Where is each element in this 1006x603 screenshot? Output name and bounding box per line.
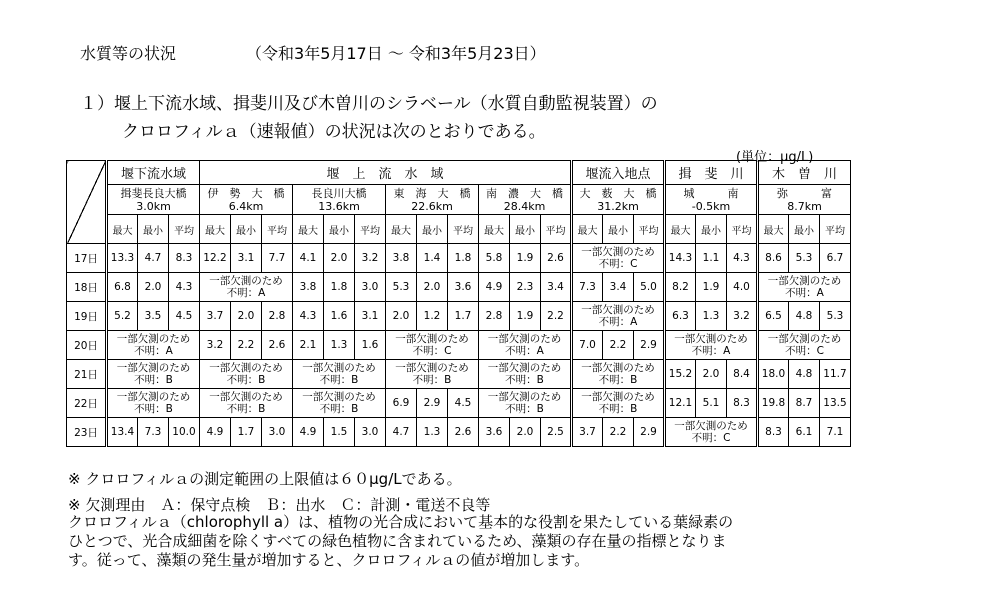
report-heading: [80, 41, 546, 64]
missing-line: 一部欠測のため: [116, 333, 191, 345]
missing-data-cell: [479, 389, 572, 418]
value-min: 1.1: [696, 244, 727, 273]
missing-line: 一部欠測のため: [487, 333, 562, 345]
missing-data-cell: [107, 360, 200, 389]
value-avg: 10.0: [169, 418, 200, 447]
value-min: 7.3: [138, 418, 169, 447]
value-avg: 7.1: [820, 418, 851, 447]
value-max: 6.3: [665, 302, 696, 331]
missing-line: 一部欠測のため: [116, 362, 191, 374]
station-distance: 13.6km: [318, 199, 360, 213]
value-max: 19.8: [758, 389, 789, 418]
description-line-1: クロロフィルａ（chlorophyll a）は、植物の光合成において基本的な役割を果たしている葉緑素の: [68, 513, 734, 531]
value-avg: 2.5: [541, 418, 572, 447]
day-label: 22日: [67, 389, 107, 418]
value-min: 3.1: [231, 244, 262, 273]
missing-reason: 不明：C: [691, 432, 731, 444]
station-distance: 31.2km: [597, 199, 639, 213]
station-name: 弥 富: [777, 186, 832, 200]
missing-reason: 不明：A: [134, 345, 173, 357]
note-upper-limit: ※ クロロフィルａの測定範囲の上限値は６０μg/Lである。: [68, 470, 462, 488]
table-row: [67, 244, 851, 273]
note-missing-reasons: ※ 欠測理由 Ａ：保守点検 Ｂ：出水 Ｃ：計測・電送不良等: [68, 496, 491, 514]
day-label: 21日: [67, 360, 107, 389]
value-max: 5.8: [479, 244, 510, 273]
stat-header-min: 最小: [417, 215, 448, 244]
missing-data-cell: [479, 360, 572, 389]
value-avg: 1.7: [448, 302, 479, 331]
value-min: 4.8: [789, 302, 820, 331]
value-avg: 7.7: [262, 244, 293, 273]
missing-line: 一部欠測のため: [116, 391, 191, 403]
stat-header-max: 最大: [386, 215, 417, 244]
value-avg: 2.6: [541, 244, 572, 273]
stat-header-avg: 平均: [541, 215, 572, 244]
missing-data-cell: [107, 389, 200, 418]
value-max: 5.3: [386, 273, 417, 302]
value-avg: 3.2: [727, 302, 758, 331]
value-min: 3.5: [138, 302, 169, 331]
missing-reason: 不明：B: [134, 403, 173, 415]
value-min: 2.2: [231, 331, 262, 360]
stat-header-max: 最大: [572, 215, 603, 244]
station-name: 長良川大橋: [311, 186, 367, 200]
missing-reason: 不明：A: [691, 345, 731, 357]
missing-data-cell: [107, 331, 200, 360]
corner-diagonal-cell: [67, 161, 107, 244]
value-avg: 8.3: [727, 389, 758, 418]
missing-reason: 不明：A: [598, 316, 638, 328]
stat-header-max: 最大: [107, 215, 138, 244]
table-row: [67, 418, 851, 447]
value-avg: 4.3: [169, 273, 200, 302]
missing-line: 一部欠測のため: [767, 275, 842, 287]
value-min: 2.0: [510, 418, 541, 447]
missing-line: 一部欠測のため: [395, 333, 469, 345]
value-min: 4.8: [789, 360, 820, 389]
value-avg: 2.6: [262, 331, 293, 360]
missing-line: 一部欠測のため: [209, 391, 283, 403]
missing-reason: 不明：B: [226, 374, 266, 386]
missing-reason: 不明：B: [319, 374, 359, 386]
stat-header-avg: 平均: [262, 215, 293, 244]
value-min: 1.9: [510, 244, 541, 273]
missing-reason: 不明：B: [226, 403, 266, 415]
value-avg: 5.3: [820, 302, 851, 331]
value-max: 4.9: [200, 418, 231, 447]
missing-reason: 不明：B: [505, 374, 544, 386]
missing-data-cell: [665, 331, 758, 360]
missing-reason: 不明：B: [598, 374, 638, 386]
value-avg: 4.5: [169, 302, 200, 331]
missing-reason: 不明：B: [412, 374, 452, 386]
station-distance: 22.6km: [411, 199, 453, 213]
value-max: 8.2: [665, 273, 696, 302]
value-max: 12.2: [200, 244, 231, 273]
value-min: 1.7: [231, 418, 262, 447]
value-avg: 4.0: [727, 273, 758, 302]
missing-line: 一部欠測のため: [395, 362, 469, 374]
stat-header-max: 最大: [200, 215, 231, 244]
station-distance: 3.0km: [136, 199, 171, 213]
table-row: [67, 360, 851, 389]
station-distance: 8.7km: [787, 199, 822, 213]
station-header-row: [67, 185, 851, 215]
group-downstream: 堰下流水域: [107, 161, 200, 185]
value-min: 1.3: [417, 418, 448, 447]
table-row: [67, 389, 851, 418]
missing-reason: 不明：C: [412, 345, 452, 357]
missing-data-cell: [200, 360, 293, 389]
missing-data-cell: [758, 273, 851, 302]
value-min: 2.0: [324, 244, 355, 273]
value-max: 3.2: [200, 331, 231, 360]
value-min: 1.9: [510, 302, 541, 331]
value-max: 4.7: [386, 418, 417, 447]
station-name: 揖斐長良大橋: [120, 186, 187, 200]
value-max: 7.0: [572, 331, 603, 360]
missing-data-cell: [200, 273, 293, 302]
missing-data-cell: [200, 389, 293, 418]
missing-line: 一部欠測のため: [487, 362, 562, 374]
value-avg: 8.3: [169, 244, 200, 273]
day-label: 23日: [67, 418, 107, 447]
value-max: 6.9: [386, 389, 417, 418]
value-max: 4.9: [479, 273, 510, 302]
group-kiso-river: 木 曽 川: [758, 161, 851, 185]
value-avg: 3.0: [262, 418, 293, 447]
stat-header-min: 最小: [510, 215, 541, 244]
stat-header-avg: 平均: [448, 215, 479, 244]
value-max: 7.3: [572, 273, 603, 302]
stat-header-min: 最小: [696, 215, 727, 244]
value-min: 1.9: [696, 273, 727, 302]
group-inflow: 堰流入地点: [572, 161, 665, 185]
day-label: 19日: [67, 302, 107, 331]
station-name: 城 南: [683, 186, 739, 200]
missing-reason: 不明：C: [785, 345, 824, 357]
value-avg: 4.3: [727, 244, 758, 273]
value-avg: 3.0: [355, 273, 386, 302]
station-distance: 6.4km: [228, 199, 264, 213]
missing-data-cell: [572, 244, 665, 273]
group-ibi-river: 揖 斐 川: [665, 161, 758, 185]
group-header-row: [67, 161, 851, 185]
value-avg: 2.9: [634, 418, 665, 447]
value-min: 1.8: [324, 273, 355, 302]
missing-data-cell: [758, 331, 851, 360]
missing-line: 一部欠測のため: [209, 362, 283, 374]
value-avg: 3.6: [448, 273, 479, 302]
station-header: [200, 185, 293, 215]
stat-header-min: 最小: [324, 215, 355, 244]
chlorophyll-table: [66, 160, 851, 447]
missing-data-cell: [293, 360, 386, 389]
value-avg: 1.8: [448, 244, 479, 273]
value-max: 13.4: [107, 418, 138, 447]
station-name: 大 薮 大 橋: [579, 186, 657, 200]
station-name: 伊 勢 大 橋: [207, 186, 285, 200]
station-name: 東 海 大 橋: [393, 186, 471, 200]
value-max: 5.2: [107, 302, 138, 331]
stat-header-min: 最小: [789, 215, 820, 244]
value-max: 8.3: [758, 418, 789, 447]
value-avg: 11.7: [820, 360, 851, 389]
missing-reason: 不明：A: [785, 287, 824, 299]
value-min: 2.0: [138, 273, 169, 302]
value-max: 13.3: [107, 244, 138, 273]
missing-reason: 不明：C: [598, 258, 638, 270]
stat-header-max: 最大: [293, 215, 324, 244]
value-max: 18.0: [758, 360, 789, 389]
value-max: 4.1: [293, 244, 324, 273]
value-avg: 3.2: [355, 244, 386, 273]
station-name: 南 濃 大 橋: [486, 186, 563, 200]
stat-header-avg: 平均: [355, 215, 386, 244]
value-max: 2.8: [479, 302, 510, 331]
missing-line: 一部欠測のため: [209, 275, 283, 287]
value-min: 2.0: [231, 302, 262, 331]
intro-line-2: クロロフィルａ（速報値）の状況は次のとおりである。: [122, 122, 546, 142]
missing-data-cell: [665, 418, 758, 447]
missing-data-cell: [386, 360, 479, 389]
value-min: 1.5: [324, 418, 355, 447]
missing-line: 一部欠測のため: [674, 333, 748, 345]
value-max: 8.6: [758, 244, 789, 273]
missing-line: 一部欠測のため: [302, 362, 376, 374]
value-max: 6.5: [758, 302, 789, 331]
value-max: 3.8: [293, 273, 324, 302]
value-max: 3.6: [479, 418, 510, 447]
value-min: 6.1: [789, 418, 820, 447]
value-max: 12.1: [665, 389, 696, 418]
value-max: 4.3: [293, 302, 324, 331]
station-header: [665, 185, 758, 215]
value-min: 2.0: [696, 360, 727, 389]
report-period: （令和3年5月17日 ～ 令和3年5月23日）: [246, 44, 546, 63]
value-min: 2.0: [417, 273, 448, 302]
missing-line: 一部欠測のため: [581, 391, 655, 403]
station-distance: -0.5km: [691, 199, 731, 213]
stat-header-max: 最大: [479, 215, 510, 244]
value-min: 2.3: [510, 273, 541, 302]
value-min: 2.2: [603, 418, 634, 447]
value-min: 5.3: [789, 244, 820, 273]
stat-header-min: 最小: [138, 215, 169, 244]
stat-header-min: 最小: [231, 215, 262, 244]
stat-header-avg: 平均: [634, 215, 665, 244]
missing-reason: 不明：A: [226, 287, 266, 299]
value-avg: 1.6: [355, 331, 386, 360]
value-min: 1.6: [324, 302, 355, 331]
station-header: [758, 185, 851, 215]
value-avg: 3.1: [355, 302, 386, 331]
value-max: 15.2: [665, 360, 696, 389]
value-max: 3.7: [572, 418, 603, 447]
value-min: 5.1: [696, 389, 727, 418]
station-header: [107, 185, 200, 215]
value-avg: 6.7: [820, 244, 851, 273]
value-min: 8.7: [789, 389, 820, 418]
missing-data-cell: [572, 360, 665, 389]
value-max: 4.9: [293, 418, 324, 447]
table-row: [67, 273, 851, 302]
value-max: 2.1: [293, 331, 324, 360]
stat-header-min: 最小: [603, 215, 634, 244]
missing-data-cell: [386, 331, 479, 360]
stat-header-max: 最大: [758, 215, 789, 244]
day-label: 17日: [67, 244, 107, 273]
missing-line: 一部欠測のため: [581, 304, 655, 316]
missing-data-cell: [572, 302, 665, 331]
value-avg: 3.4: [541, 273, 572, 302]
value-avg: 2.2: [541, 302, 572, 331]
missing-reason: 不明：A: [505, 345, 544, 357]
missing-line: 一部欠測のため: [674, 420, 748, 432]
value-min: 2.9: [417, 389, 448, 418]
station-header: [386, 185, 479, 215]
missing-line: 一部欠測のため: [581, 246, 655, 258]
value-avg: 8.4: [727, 360, 758, 389]
day-label: 18日: [67, 273, 107, 302]
value-avg: 13.5: [820, 389, 851, 418]
intro-line-1: １）堰上下流水域、揖斐川及び木曽川のシラベール（水質自動監視装置）の: [80, 94, 658, 114]
value-avg: 2.8: [262, 302, 293, 331]
missing-reason: 不明：B: [505, 403, 544, 415]
value-avg: 5.0: [634, 273, 665, 302]
missing-reason: 不明：B: [134, 374, 173, 386]
table-row: [67, 331, 851, 360]
value-min: 1.3: [696, 302, 727, 331]
value-min: 3.4: [603, 273, 634, 302]
value-avg: 2.9: [634, 331, 665, 360]
value-min: 1.2: [417, 302, 448, 331]
table-row: [67, 302, 851, 331]
value-max: 3.8: [386, 244, 417, 273]
missing-line: 一部欠測のため: [767, 333, 842, 345]
value-min: 4.7: [138, 244, 169, 273]
missing-line: 一部欠測のため: [487, 391, 562, 403]
description-line-2: ひとつで、光合成細菌を除くすべての緑色植物に含まれているため、藻類の存在量の指標となりま: [68, 532, 727, 550]
missing-line: 一部欠測のため: [302, 391, 376, 403]
stat-header-avg: 平均: [169, 215, 200, 244]
value-min: 1.3: [324, 331, 355, 360]
missing-data-cell: [479, 331, 572, 360]
value-min: 2.2: [603, 331, 634, 360]
missing-data-cell: [293, 389, 386, 418]
stat-header-avg: 平均: [727, 215, 758, 244]
station-header: [572, 185, 665, 215]
station-distance: 28.4km: [503, 199, 546, 213]
chlorophyll-description: [68, 513, 968, 570]
value-max: 2.0: [386, 302, 417, 331]
stat-header-max: 最大: [665, 215, 696, 244]
value-avg: 2.6: [448, 418, 479, 447]
station-header: [479, 185, 572, 215]
missing-reason: 不明：B: [598, 403, 638, 415]
value-max: 3.7: [200, 302, 231, 331]
value-avg: 3.0: [355, 418, 386, 447]
stat-header-row: [67, 215, 851, 244]
group-upstream: 堰 上 流 水 域: [200, 161, 572, 185]
report-title: 水質等の状況: [80, 44, 177, 63]
value-max: 6.8: [107, 273, 138, 302]
value-max: 14.3: [665, 244, 696, 273]
value-min: 1.4: [417, 244, 448, 273]
unit-label: (単位：μg/L): [736, 150, 814, 165]
description-line-3: す。従って、藻類の発生量が増加すると、クロロフィルａの値が増加します。: [68, 551, 590, 569]
missing-line: 一部欠測のため: [581, 362, 655, 374]
stat-header-avg: 平均: [820, 215, 851, 244]
missing-reason: 不明：B: [319, 403, 359, 415]
day-label: 20日: [67, 331, 107, 360]
value-avg: 4.5: [448, 389, 479, 418]
missing-data-cell: [572, 389, 665, 418]
station-header: [293, 185, 386, 215]
